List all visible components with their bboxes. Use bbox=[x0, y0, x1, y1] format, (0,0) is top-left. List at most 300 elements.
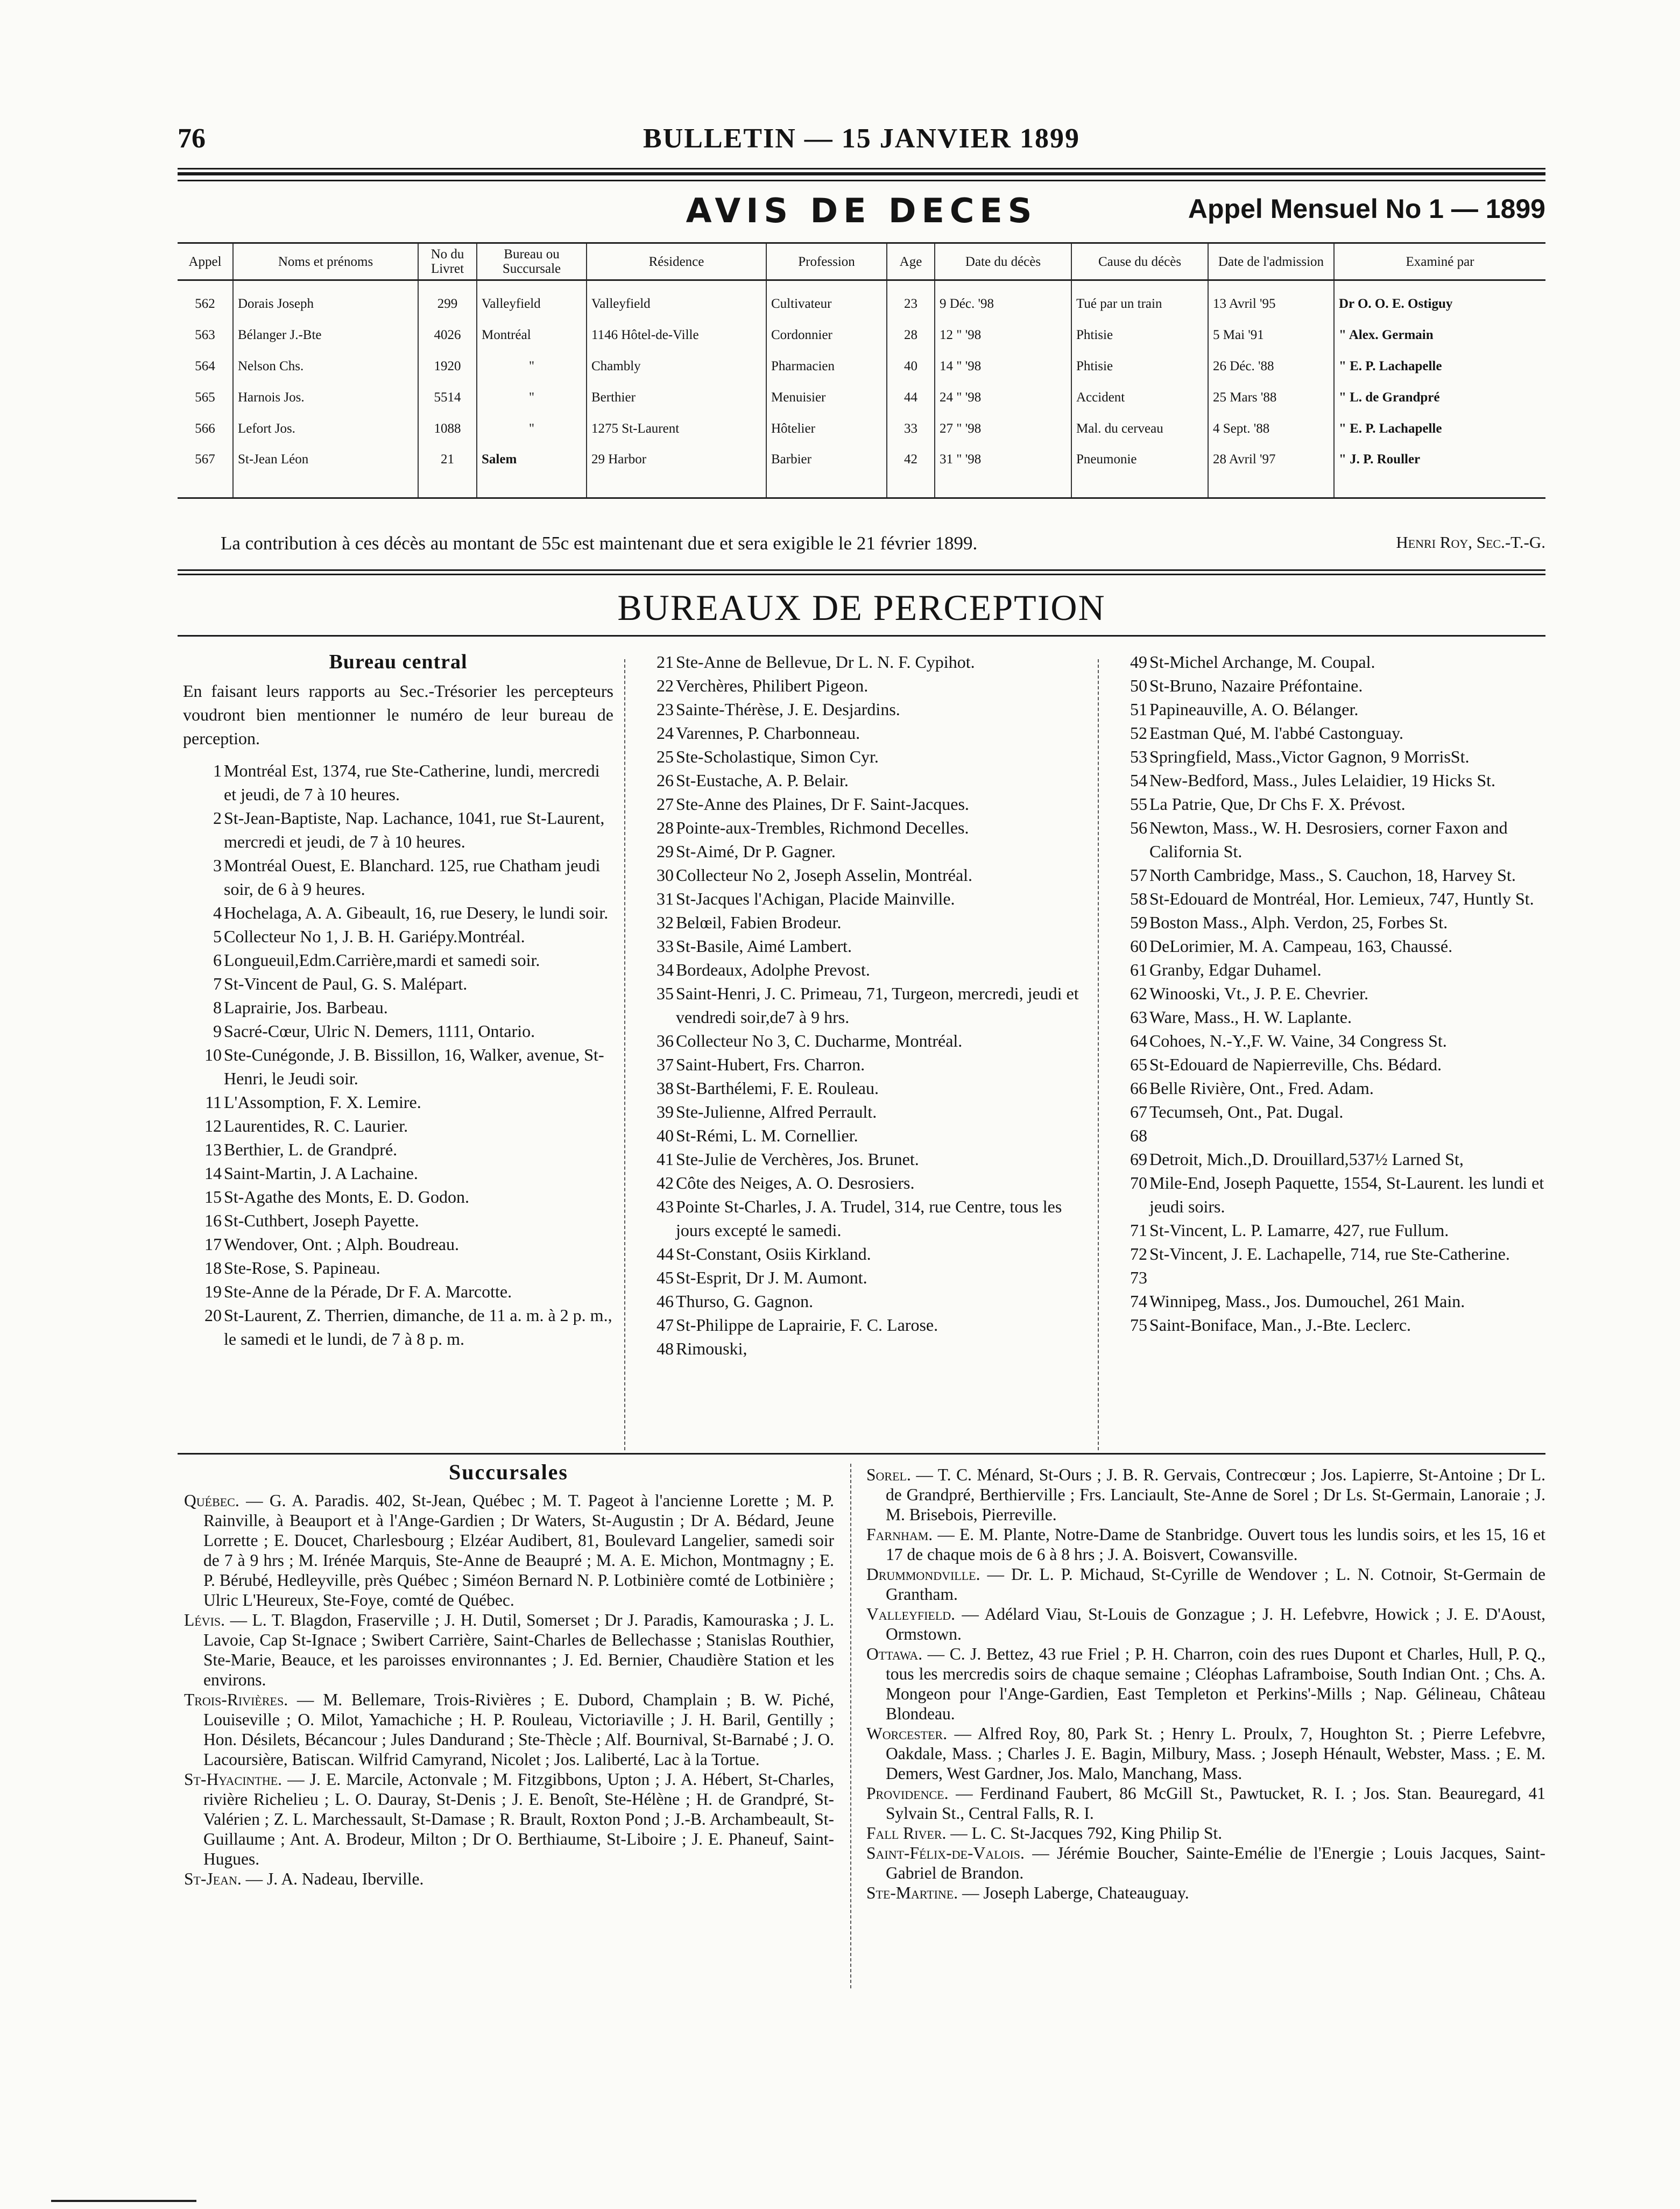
cell-admission: 4 Sept. '88 bbox=[1208, 413, 1334, 444]
succursale-agents: — T. C. Ménard, St-Ours ; J. B. R. Gervais, Contrecœur ; Jos. Lapierre, St-Antoine ; Dr L. de Grandpré, Berthierville ; Frs. Lanciault, Ste-Anne de Sorel ; Dr Ls. St-Germain, Lanoraie ; J. M. Brisebois, Pierreville. bbox=[886, 1465, 1545, 1524]
bureau-entry bbox=[1109, 1100, 1544, 1124]
succursale-agents: — L. C. St-Jacques 792, King Philip St. bbox=[946, 1824, 1223, 1843]
bureau-text: Montréal Ouest, E. Blanchard. 125, rue Chatham jeudi soir, de 6 à 9 heures. bbox=[224, 856, 601, 899]
succursale-entry bbox=[184, 1769, 834, 1869]
bureau-number: 51 bbox=[1130, 700, 1147, 719]
bureau-entry bbox=[183, 1043, 613, 1090]
cell-date-deces: 12 " '98 bbox=[935, 320, 1071, 351]
bureau-entry bbox=[1109, 1242, 1544, 1266]
bureau-text: Pointe St-Charles, J. A. Trudel, 314, rue Centre, tous les jours excepté le samedi. bbox=[676, 1197, 1062, 1240]
bureau-text: St-Michel Archange, M. Coupal. bbox=[1149, 652, 1375, 672]
cell-bureau: " bbox=[477, 413, 587, 444]
bureau-number: 52 bbox=[1130, 723, 1147, 743]
bureau-number: 7 bbox=[213, 974, 222, 993]
bureaux-column-2 bbox=[635, 650, 1082, 1360]
bureau-number: 13 bbox=[204, 1140, 222, 1159]
bureau-text: Saint-Boniface, Man., J.-Bte. Leclerc. bbox=[1149, 1315, 1411, 1335]
bureau-entry bbox=[635, 911, 1082, 934]
bureau-text: St-Vincent, J. E. Lachapelle, 714, rue Ste-Catherine. bbox=[1149, 1244, 1510, 1264]
bureau-text: Saint-Hubert, Frs. Charron. bbox=[676, 1055, 865, 1074]
bureau-number: 16 bbox=[204, 1211, 222, 1230]
bureau-number: 24 bbox=[657, 723, 674, 743]
bureau-entry bbox=[1109, 982, 1544, 1005]
bureau-entry bbox=[635, 1195, 1082, 1242]
bureau-number: 39 bbox=[657, 1102, 674, 1121]
deces-table bbox=[178, 242, 1545, 499]
bureau-entry bbox=[635, 1313, 1082, 1337]
bureau-text: Belle Rivière, Ont., Fred. Adam. bbox=[1149, 1078, 1374, 1098]
bureau-text: Newton, Mass., W. H. Desrosiers, corner Faxon and California St. bbox=[1149, 818, 1508, 861]
succursale-place: Providence. bbox=[866, 1784, 949, 1803]
bureau-text: Winnipeg, Mass., Jos. Dumouchel, 261 Main. bbox=[1149, 1291, 1465, 1311]
succursale-place: Drummondville. bbox=[866, 1565, 980, 1584]
bureau-entry bbox=[635, 1289, 1082, 1313]
central-intro: En faisant leurs rapports au Sec.-Trésorier les percepteurs voudront bien mentionner le numéro de leur bureau de perception. bbox=[183, 681, 613, 748]
bureau-entry bbox=[635, 839, 1082, 863]
bureau-number: 48 bbox=[657, 1339, 674, 1358]
bureau-entry bbox=[635, 958, 1082, 982]
bureau-number: 2 bbox=[213, 808, 222, 828]
succursale-agents: — Ferdinand Faubert, 86 McGill St., Pawtucket, R. I. ; Jos. Stan. Beauregard, 41 Sylvain St., Central Falls, R. I. bbox=[886, 1784, 1545, 1823]
cell-admission: 5 Mai '91 bbox=[1208, 320, 1334, 351]
column-divider bbox=[624, 659, 625, 1450]
bureau-entry bbox=[1109, 721, 1544, 745]
bureau-number: 22 bbox=[657, 676, 674, 695]
bureau-text: La Patrie, Que, Dr Chs F. X. Prévost. bbox=[1149, 794, 1406, 814]
bureau-number: 25 bbox=[657, 747, 674, 766]
bureau-text: Berthier, L. de Grandpré. bbox=[224, 1140, 398, 1159]
succursale-place: Valleyfield. bbox=[866, 1605, 956, 1624]
bureau-entry bbox=[635, 1266, 1082, 1289]
bureau-number: 9 bbox=[213, 1021, 222, 1041]
bureau-number: 41 bbox=[657, 1149, 674, 1169]
cell-cause: Phtisie bbox=[1071, 320, 1208, 351]
bureau-number: 12 bbox=[204, 1116, 222, 1135]
succursale-place: St-Jean. bbox=[184, 1869, 242, 1888]
bureau-entry bbox=[1109, 792, 1544, 816]
bureau-number: 26 bbox=[657, 771, 674, 790]
cell-appel: 565 bbox=[195, 390, 215, 405]
succursale-entry bbox=[184, 1690, 834, 1769]
cell-profession: Hôtelier bbox=[766, 413, 887, 444]
cell-livret: 5514 bbox=[418, 382, 477, 413]
bureau-text: North Cambridge, Mass., S. Cauchon, 18, Harvey St. bbox=[1149, 865, 1516, 885]
cell-examine: " Alex. Germain bbox=[1334, 320, 1545, 351]
bureau-entry bbox=[1109, 745, 1544, 768]
bureau-text: Mile-End, Joseph Paquette, 1554, St-Laurent. les lundi et jeudi soirs. bbox=[1149, 1173, 1544, 1216]
bureau-entry bbox=[635, 934, 1082, 958]
cell-date-deces: 14 " '98 bbox=[935, 351, 1071, 382]
cell-admission: 26 Déc. '88 bbox=[1208, 351, 1334, 382]
bureau-entry bbox=[635, 1076, 1082, 1100]
bureaux-column-1 bbox=[183, 650, 613, 1351]
bureau-text: Thurso, G. Gagnon. bbox=[676, 1291, 814, 1311]
succursale-place: Farnham. bbox=[866, 1525, 933, 1544]
succursale-place: Saint-Félix-de-Valois. bbox=[866, 1844, 1025, 1862]
bureau-number: 36 bbox=[657, 1031, 674, 1050]
bureau-text: Detroit, Mich.,D. Drouillard,537½ Larned St, bbox=[1149, 1149, 1464, 1169]
cell-residence: Berthier bbox=[587, 382, 766, 413]
succursale-place: Lévis. bbox=[184, 1611, 225, 1629]
bureau-entry bbox=[183, 759, 613, 806]
bureau-text: DeLorimier, M. A. Campeau, 163, Chaussé. bbox=[1149, 936, 1453, 956]
bureau-entry bbox=[635, 1242, 1082, 1266]
succursale-place: Sorel. bbox=[866, 1465, 911, 1484]
bureau-text: St-Jacques l'Achigan, Placide Mainville. bbox=[676, 889, 955, 908]
cell-examine: Dr O. O. E. Ostiguy bbox=[1334, 280, 1545, 320]
cell-examine: " E. P. Lachapelle bbox=[1334, 351, 1545, 382]
succursale-agents: — E. M. Plante, Notre-Dame de Stanbridge. Ouvert tous les lundis soirs, et les 15, 16 et 17 de chaque mois de 6 à 8 hrs ; J. A. Boisvert, Cowansville. bbox=[886, 1525, 1545, 1564]
bureau-text: Papineauville, A. O. Bélanger. bbox=[1149, 700, 1359, 719]
bureau-number: 30 bbox=[657, 865, 674, 885]
appel-mensuel: Appel Mensuel No 1 — 1899 bbox=[1188, 194, 1545, 224]
bottom-rule bbox=[51, 2200, 196, 2202]
bureau-number: 64 bbox=[1130, 1031, 1147, 1050]
cell-nom: Bélanger J.-Bte bbox=[233, 320, 418, 351]
cell-bureau: Montréal bbox=[477, 320, 587, 351]
bureau-entry bbox=[1109, 1076, 1544, 1100]
cell-age: 44 bbox=[887, 382, 935, 413]
cell-date-deces: 24 " '98 bbox=[935, 382, 1071, 413]
succursale-place: Ottawa. bbox=[866, 1645, 923, 1663]
succursale-agents: — Jérémie Boucher, Sainte-Emélie de l'Energie ; Louis Jacques, Saint-Gabriel de Brandon. bbox=[886, 1844, 1545, 1882]
col-header: Profession bbox=[766, 243, 887, 280]
cell-age: 42 bbox=[887, 444, 935, 498]
bureau-text: St-Vincent, L. P. Lamarre, 427, rue Fullum. bbox=[1149, 1220, 1449, 1240]
cell-examine: " J. P. Rouller bbox=[1334, 444, 1545, 498]
bureau-entry bbox=[635, 1029, 1082, 1053]
col-header: Date de l'admission bbox=[1208, 243, 1334, 280]
column-divider bbox=[1098, 659, 1099, 1450]
bureau-number: 66 bbox=[1130, 1078, 1147, 1098]
bureau-entry bbox=[183, 972, 613, 996]
bureau-number: 35 bbox=[657, 984, 674, 1003]
bureau-number: 3 bbox=[213, 856, 222, 875]
succursale-entry bbox=[866, 1724, 1545, 1783]
bureau-text: Ste-Anne de la Pérade, Dr F. A. Marcotte. bbox=[224, 1282, 512, 1301]
bureau-text: Laprairie, Jos. Barbeau. bbox=[224, 998, 388, 1017]
col-header: Noms et prénoms bbox=[233, 243, 418, 280]
table-row bbox=[178, 413, 1545, 444]
bureau-entry bbox=[635, 745, 1082, 768]
bureau-number: 20 bbox=[204, 1305, 222, 1325]
col-header: Résidence bbox=[587, 243, 766, 280]
succursale-agents: — L. T. Blagdon, Fraserville ; J. H. Dutil, Somerset ; Dr J. Paradis, Kamouraska ; J. L. Lavoie, Cap St-Ignace ; Swibert Carrière, Saint-Charles de Bellechasse ; Stanislas Routhier, Ste-Marie, Beauce, et les paroisses environnantes ; J. Ed. Bernier, Chaudière Station et les environs. bbox=[203, 1611, 834, 1689]
bureau-list bbox=[635, 650, 1082, 1360]
cell-date-deces: 9 Déc. '98 bbox=[935, 280, 1071, 320]
bureaux-rule bbox=[178, 635, 1545, 637]
bureau-number: 68 bbox=[1130, 1126, 1147, 1145]
bureau-number: 60 bbox=[1130, 936, 1147, 956]
bureau-text: Saint-Martin, J. A Lachaine. bbox=[224, 1163, 418, 1183]
bureau-entry bbox=[635, 887, 1082, 911]
cell-livret: 1920 bbox=[418, 351, 477, 382]
bureau-number: 34 bbox=[657, 960, 674, 979]
cell-livret: 1088 bbox=[418, 413, 477, 444]
bureau-number: 59 bbox=[1130, 913, 1147, 932]
cell-age: 33 bbox=[887, 413, 935, 444]
bureau-entry bbox=[1109, 1029, 1544, 1053]
bureau-entry bbox=[1109, 697, 1544, 721]
bureau-entry bbox=[1109, 1053, 1544, 1076]
succursales-left bbox=[184, 1491, 834, 1889]
cell-appel: 566 bbox=[195, 421, 215, 436]
bureau-number: 43 bbox=[657, 1197, 674, 1216]
succursale-entry bbox=[866, 1525, 1545, 1564]
bureau-entry bbox=[1109, 816, 1544, 863]
cell-profession: Menuisier bbox=[766, 382, 887, 413]
bureau-number: 47 bbox=[657, 1315, 674, 1335]
bureau-number: 5 bbox=[213, 927, 222, 946]
cell-appel: 563 bbox=[195, 328, 215, 342]
bureau-text: Côte des Neiges, A. O. Desrosiers. bbox=[676, 1173, 915, 1192]
bureau-text: Pointe-aux-Trembles, Richmond Decelles. bbox=[676, 818, 969, 837]
bureau-text: St-Bruno, Nazaire Préfontaine. bbox=[1149, 676, 1363, 695]
bureau-entry bbox=[1109, 1289, 1544, 1313]
bureau-number: 6 bbox=[213, 950, 222, 970]
succursale-entry bbox=[866, 1644, 1545, 1724]
bureau-number: 1 bbox=[213, 761, 222, 780]
succursale-entry bbox=[866, 1564, 1545, 1604]
bureau-text: Sacré-Cœur, Ulric N. Demers, 1111, Ontario. bbox=[224, 1021, 535, 1041]
bureau-text: Sainte-Thérèse, J. E. Desjardins. bbox=[676, 700, 900, 719]
bureau-number: 45 bbox=[657, 1268, 674, 1287]
bureau-text: Ste-Rose, S. Papineau. bbox=[224, 1258, 380, 1278]
col-header: Age bbox=[887, 243, 935, 280]
succursales-title: Succursales bbox=[449, 1460, 568, 1484]
bureau-entry bbox=[183, 853, 613, 901]
col-header: No du Livret bbox=[418, 243, 477, 280]
bureau-entry bbox=[1109, 911, 1544, 934]
section-rule-top bbox=[178, 569, 1545, 571]
bureau-text: Boston Mass., Alph. Verdon, 25, Forbes St. bbox=[1149, 913, 1448, 932]
succursale-agents: — J. A. Nadeau, Iberville. bbox=[241, 1869, 424, 1888]
bureau-text: Ste-Anne de Bellevue, Dr L. N. F. Cypihot. bbox=[676, 652, 975, 672]
bureau-number: 69 bbox=[1130, 1149, 1147, 1169]
bureau-number: 73 bbox=[1130, 1268, 1147, 1287]
bureau-number: 27 bbox=[657, 794, 674, 814]
succursales-right bbox=[866, 1465, 1545, 1903]
table-row bbox=[178, 320, 1545, 351]
bureau-entry bbox=[183, 1185, 613, 1209]
bureau-number: 61 bbox=[1130, 960, 1147, 979]
bureau-text: St-Esprit, Dr J. M. Aumont. bbox=[676, 1268, 867, 1287]
bureau-text: St-Philippe de Laprairie, F. C. Larose. bbox=[676, 1315, 938, 1335]
col-header: Appel bbox=[178, 243, 233, 280]
bureau-entry bbox=[183, 901, 613, 924]
bureau-text: Montréal Est, 1374, rue Ste-Catherine, lundi, mercredi et jeudi, de 7 à 10 heures. bbox=[224, 761, 600, 804]
bureau-entry bbox=[183, 806, 613, 853]
bureau-number: 42 bbox=[657, 1173, 674, 1192]
bureau-number: 74 bbox=[1130, 1291, 1147, 1311]
bureau-entry bbox=[183, 1303, 613, 1351]
bureau-text: New-Bedford, Mass., Jules Lelaidier, 19 Hicks St. bbox=[1149, 771, 1496, 790]
cell-livret: 4026 bbox=[418, 320, 477, 351]
bureau-number: 4 bbox=[213, 903, 222, 922]
bureau-entry bbox=[1109, 1124, 1544, 1147]
central-heading: Bureau central bbox=[329, 651, 468, 673]
cell-age: 40 bbox=[887, 351, 935, 382]
cell-admission: 25 Mars '88 bbox=[1208, 382, 1334, 413]
bureau-number: 18 bbox=[204, 1258, 222, 1278]
bureau-text: St-Constant, Osiis Kirkland. bbox=[676, 1244, 871, 1264]
bureau-number: 40 bbox=[657, 1126, 674, 1145]
succursale-entry bbox=[866, 1604, 1545, 1644]
bureau-number: 29 bbox=[657, 842, 674, 861]
cell-nom: Lefort Jos. bbox=[233, 413, 418, 444]
succursale-agents: — G. A. Paradis. 402, St-Jean, Québec ; M. T. Pageot à l'ancienne Lorette ; M. P. Rainville, à Beauport et à l'Ange-Gardien ; Dr Waters, St-Augustin ; Dr A. Bédard, Jeune Lorrette ; E. Doucet, Charlesbourg ; Elzéar Audibert, 81, Boulevard Langelier, samedi soir de 7 à 9 hrs ; M. Irénée Marquis, Ste-Anne de Beaupré ; M. A. E. Michon, Montmagny ; E. P. Bérubé, Hedleyville, près Québec ; Siméon Bernard N. P. Lotbinière comté de Lotbinière ; Ulric L'Heureux, Ste-Foye, comté de Québec. bbox=[203, 1491, 834, 1610]
bureau-number: 58 bbox=[1130, 889, 1147, 908]
cell-age: 23 bbox=[887, 280, 935, 320]
cell-appel: 564 bbox=[195, 359, 215, 373]
bureau-number: 75 bbox=[1130, 1315, 1147, 1335]
cell-bureau: Valleyfield bbox=[477, 280, 587, 320]
bureau-entry bbox=[635, 768, 1082, 792]
bureau-entry bbox=[635, 1337, 1082, 1360]
bureau-number: 54 bbox=[1130, 771, 1147, 790]
bureau-text: Eastman Qué, M. l'abbé Castonguay. bbox=[1149, 723, 1404, 743]
bureau-number: 32 bbox=[657, 913, 674, 932]
bureau-number: 21 bbox=[657, 652, 674, 672]
bureau-entry bbox=[635, 674, 1082, 697]
bureau-text: Ware, Mass., H. W. Laplante. bbox=[1149, 1007, 1352, 1027]
running-head bbox=[178, 123, 1545, 160]
cell-nom: Harnois Jos. bbox=[233, 382, 418, 413]
secretary-signature: Henri Roy, Sec.-T.-G. bbox=[1396, 533, 1545, 552]
succursale-agents: — Dr. L. P. Michaud, St-Cyrille de Wendover ; L. N. Cotnoir, St-Germain de Grantham. bbox=[886, 1565, 1545, 1604]
cell-bureau: Salem bbox=[477, 444, 587, 498]
bureau-number: 53 bbox=[1130, 747, 1147, 766]
bureau-entry bbox=[1109, 1147, 1544, 1171]
table-row bbox=[178, 280, 1545, 320]
cell-cause: Accident bbox=[1071, 382, 1208, 413]
deces-heading bbox=[178, 191, 1545, 229]
succursale-place: Trois-Rivières. bbox=[184, 1690, 288, 1709]
bureau-entry bbox=[183, 1232, 613, 1256]
cell-residence: 1275 St-Laurent bbox=[587, 413, 766, 444]
cell-age: 28 bbox=[887, 320, 935, 351]
bureau-text: Cohoes, N.-Y.,F. W. Vaine, 34 Congress St. bbox=[1149, 1031, 1447, 1050]
header-rule-bottom bbox=[178, 180, 1545, 181]
bulletin-title: BULLETIN — 15 JANVIER 1899 bbox=[643, 123, 1080, 154]
bureau-text: Collecteur No 1, J. B. H. Gariépy.Montréal. bbox=[224, 927, 525, 946]
succursale-agents: — Alfred Roy, 80, Park St. ; Henry L. Proulx, 7, Houghton St. ; Pierre Lefebvre, Oakdale, Mass. ; Charles J. E. Bagin, Milbury, Mass. ; Joseph Hénault, Webster, Mass. ; E. M. Demers, West Gardner, Jos. Malo, Manchang, Mass. bbox=[886, 1724, 1545, 1783]
bureau-number: 28 bbox=[657, 818, 674, 837]
bureau-entry bbox=[1109, 1313, 1544, 1337]
cell-nom: St-Jean Léon bbox=[233, 444, 418, 498]
bureau-entry bbox=[1109, 887, 1544, 911]
bureau-text: Saint-Henri, J. C. Primeau, 71, Turgeon, mercredi, jeudi et vendredi soir,de7 à 9 hrs. bbox=[676, 984, 1079, 1027]
col-header: Cause du décès bbox=[1071, 243, 1208, 280]
page-number: 76 bbox=[178, 123, 206, 154]
bureau-entry bbox=[183, 1161, 613, 1185]
bureau-text: St-Basile, Aimé Lambert. bbox=[676, 936, 852, 956]
cell-nom: Dorais Joseph bbox=[233, 280, 418, 320]
bureau-entry bbox=[635, 1171, 1082, 1195]
bureau-text: Longueuil,Edm.Carrière,mardi et samedi soir. bbox=[224, 950, 540, 970]
bureau-entry bbox=[635, 1124, 1082, 1147]
bureau-text: Ste-Anne des Plaines, Dr F. Saint-Jacques. bbox=[676, 794, 969, 814]
succursale-place: Fall River. bbox=[866, 1824, 947, 1843]
bureau-entry bbox=[1109, 768, 1544, 792]
bureau-text: Granby, Edgar Duhamel. bbox=[1149, 960, 1322, 979]
bureau-text: St-Vincent de Paul, G. S. Malépart. bbox=[224, 974, 468, 993]
bureau-entry bbox=[635, 1053, 1082, 1076]
succursales-rule bbox=[178, 1453, 1545, 1455]
cell-livret: 299 bbox=[418, 280, 477, 320]
bureau-text: L'Assomption, F. X. Lemire. bbox=[224, 1092, 421, 1112]
bureau-text: St-Rémi, L. M. Cornellier. bbox=[676, 1126, 858, 1145]
bureau-text: Winooski, Vt., J. P. E. Chevrier. bbox=[1149, 984, 1369, 1003]
bureau-number: 49 bbox=[1130, 652, 1147, 672]
succursale-entry bbox=[184, 1869, 834, 1889]
bureau-number: 55 bbox=[1130, 794, 1147, 814]
bureau-entry bbox=[183, 1209, 613, 1232]
bureau-entry bbox=[635, 982, 1082, 1029]
bureau-entry bbox=[635, 697, 1082, 721]
bureau-entry bbox=[1109, 863, 1544, 887]
bureau-entry bbox=[635, 792, 1082, 816]
bureau-text: Hochelaga, A. A. Gibeault, 16, rue Desery, le lundi soir. bbox=[224, 903, 609, 922]
bureau-entry bbox=[635, 1147, 1082, 1171]
bureau-number: 10 bbox=[204, 1045, 222, 1064]
succursale-agents: — Joseph Laberge, Chateauguay. bbox=[958, 1883, 1189, 1902]
bureau-entry bbox=[183, 924, 613, 948]
bureaux-column-3 bbox=[1109, 650, 1544, 1337]
bureau-entry bbox=[1109, 1266, 1544, 1289]
bureau-number: 11 bbox=[205, 1092, 222, 1112]
succursale-place: Ste-Martine. bbox=[866, 1883, 958, 1902]
bureau-text: Springfield, Mass.,Victor Gagnon, 9 MorrisSt. bbox=[1149, 747, 1470, 766]
deces-title: AVIS DE DECES bbox=[686, 191, 1037, 230]
bureau-number: 8 bbox=[213, 998, 222, 1017]
table-row bbox=[178, 382, 1545, 413]
bureau-number: 19 bbox=[204, 1282, 222, 1301]
cell-examine: " L. de Grandpré bbox=[1334, 382, 1545, 413]
cell-residence: 1146 Hôtel-de-Ville bbox=[587, 320, 766, 351]
bureau-text: St-Cuthbert, Joseph Payette. bbox=[224, 1211, 419, 1230]
header-rule-thick bbox=[178, 172, 1545, 175]
bureau-number: 15 bbox=[204, 1187, 222, 1206]
cell-bureau: " bbox=[477, 351, 587, 382]
cell-cause: Pneumonie bbox=[1071, 444, 1208, 498]
bureau-entry bbox=[635, 863, 1082, 887]
bureau-entry bbox=[183, 1138, 613, 1161]
table-row bbox=[178, 444, 1545, 498]
bureau-number: 56 bbox=[1130, 818, 1147, 837]
succursale-agents: — J. E. Marcile, Actonvale ; M. Fitzgibbons, Upton ; J. A. Hébert, St-Charles, rivière Richelieu ; L. O. Dauray, St-Denis ; J. E. Benoît, Ste-Hélène ; H. de Grandpré, St-Valérien ; Z. L. Marchessault, St-Damase ; R. Brault, Roxton Pond ; J.-B. Archambeault, St-Guillaume ; Ant. A. Brodeur, Milton ; Dr O. Berthiaume, St-Liboire ; J. E. Phaneuf, Saint-Hugues. bbox=[203, 1770, 834, 1868]
succursale-entry bbox=[184, 1491, 834, 1610]
cell-residence: 29 Harbor bbox=[587, 444, 766, 498]
bureau-number: 17 bbox=[204, 1234, 222, 1254]
cell-residence: Chambly bbox=[587, 351, 766, 382]
bureau-number: 37 bbox=[657, 1055, 674, 1074]
succursale-place: St-Hyacinthe. bbox=[184, 1770, 283, 1789]
succursale-agents: — Adélard Viau, St-Louis de Gonzague ; J. H. Lefebvre, Howick ; J. E. D'Aoust, Ormstown. bbox=[886, 1605, 1545, 1643]
cell-nom: Nelson Chs. bbox=[233, 351, 418, 382]
bureau-text: Collecteur No 2, Joseph Asselin, Montréal. bbox=[676, 865, 973, 885]
succursale-entry bbox=[184, 1610, 834, 1690]
bureau-list bbox=[1109, 650, 1544, 1337]
cell-examine: " E. P. Lachapelle bbox=[1334, 413, 1545, 444]
bureau-number: 67 bbox=[1130, 1102, 1147, 1121]
succursale-agents: — C. J. Bettez, 43 rue Friel ; P. H. Charron, coin des rues Dupont et Charles, Hull, P. Q., tous les mercredis soirs de chaque semaine ; Cléophas Laframboise, South Indian Ont. ; Chs. A. Mongeon pour l'Ange-Gardien, East Templeton et Perkins'-Mills ; Nap. Gélineau, Château Blondeau. bbox=[886, 1645, 1545, 1723]
cell-profession: Barbier bbox=[766, 444, 887, 498]
bureau-text: St-Agathe des Monts, E. D. Godon. bbox=[224, 1187, 469, 1206]
contribution-note bbox=[221, 533, 1545, 557]
section-rule-bottom bbox=[178, 574, 1545, 575]
succursale-place: Worcester. bbox=[866, 1724, 948, 1743]
